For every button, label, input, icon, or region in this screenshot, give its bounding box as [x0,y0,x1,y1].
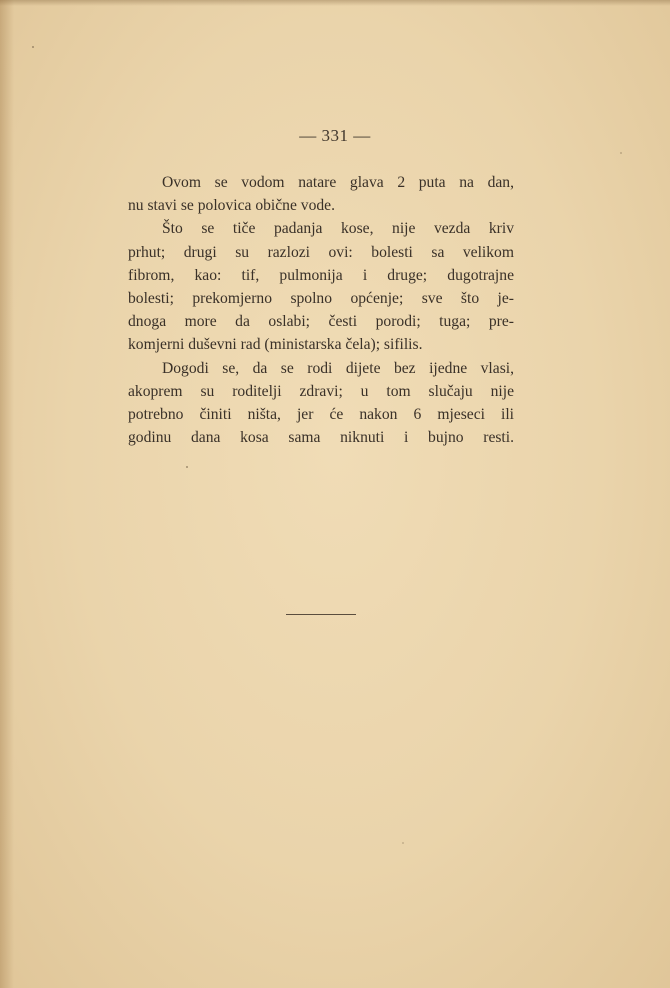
text-line: Ovom se vodom natare glava 2 puta na dan, [162,174,514,191]
text-line: komjerni duševni rad (ministarska čela); sifilis. [128,336,423,354]
text-line: nu stavi se polovica obične vode. [128,197,335,215]
text-line: potrebno činiti ništa, jer će nakon 6 mjeseci ili [128,406,514,424]
text-line: prhut; drugi su razlozi ovi: bolesti sa velikom [128,243,514,261]
text-line: godinu dana kosa sama niknuti i bujno resti. [128,429,514,447]
paper-speck [186,466,188,468]
text-line: Što se tiče padanja kose, nije vezda kriv [162,220,514,238]
text-line: Dogodi se, da se rodi dijete bez ijedne vlasi, [162,359,514,377]
paper-speck [32,46,34,48]
top-edge-shadow [0,0,670,6]
separator-rule [286,614,356,615]
left-edge-shadow [0,0,14,988]
paper-speck [402,842,404,844]
body-text [128,171,514,449]
text-line: fibrom, kao: tif, pulmonija i druge; dugotrajne [128,266,514,284]
page-number: — 331 — [299,126,371,145]
paper-speck [620,152,622,154]
text-line: dnoga more da oslabi; česti porodi; tuga; pre- [128,313,514,331]
text-line: akoprem su roditelji zdravi; u tom slučaju nije [128,382,514,400]
text-line: bolesti; prekomjerno spolno općenje; sve što je- [128,290,514,308]
